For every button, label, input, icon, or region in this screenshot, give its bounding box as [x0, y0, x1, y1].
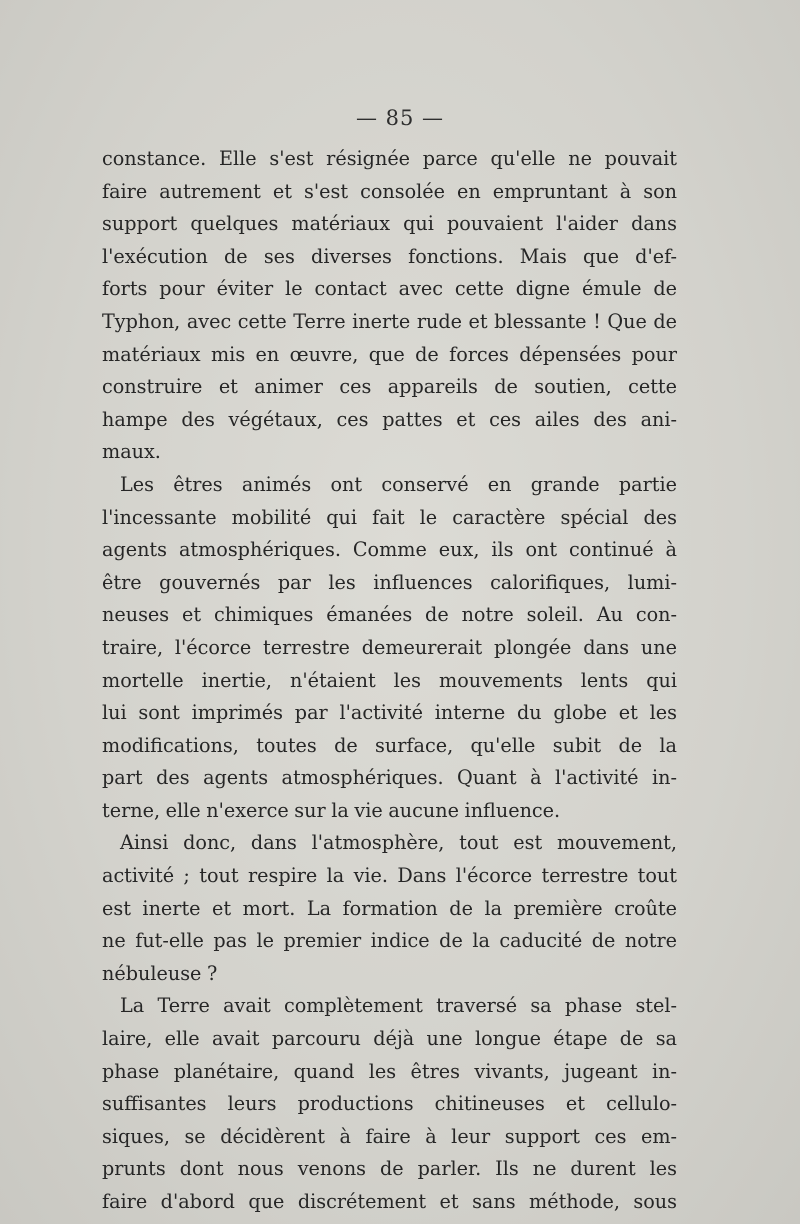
text-line: Typhon, avec cette Terre inerte rude et blessante ! Que de: [102, 309, 677, 333]
text-line: est inerte et mort. La formation de la première croûte: [102, 896, 677, 920]
text-line: activité ; tout respire la vie. Dans l'écorce terrestre tout: [102, 864, 677, 888]
text-line: hampe des végétaux, ces pattes et ces ailes des ani-: [102, 407, 677, 431]
text-line: forts pour éviter le contact avec cette digne émule de: [102, 277, 677, 301]
text-line: traire, l'écorce terrestre demeurerait plongée dans une: [102, 635, 677, 659]
text-line: l'incessante mobilité qui fait le caractère spécial des: [102, 505, 677, 529]
text-line: part des agents atmosphériques. Quant à l'activité in-: [102, 766, 677, 790]
text-line: matériaux mis en œuvre, que de forces dépensées pour: [102, 342, 677, 366]
text-line: être gouvernés par les influences calorifiques, lumi-: [102, 570, 677, 594]
text-line: suffisantes leurs productions chitineuses et cellulo-: [102, 1092, 677, 1116]
text-line: faire d'abord que discrétement et sans méthode, sous: [102, 1190, 677, 1213]
text-line: laire, elle avait parcouru déjà une longue étape de sa: [102, 1027, 677, 1051]
text-line: nébuleuse ?: [102, 961, 218, 985]
text-line: La Terre avait complètement traversé sa phase stel-: [120, 994, 677, 1018]
text-line: faire autrement et s'est consolée en empruntant à son: [102, 179, 677, 203]
text-line: support quelques matériaux qui pouvaient l'aider dans: [102, 212, 677, 236]
text-line: ne fut-elle pas le premier indice de la caducité de notre: [102, 929, 677, 953]
text-line: siques, se décidèrent à faire à leur support ces em-: [102, 1124, 677, 1148]
page-number: — 85 —: [355, 106, 445, 130]
text-line: l'exécution de ses diverses fonctions. Mais que d'ef-: [102, 244, 677, 268]
body-text: [102, 143, 677, 1219]
text-line: maux.: [102, 440, 161, 464]
text-line: Ainsi donc, dans l'atmosphère, tout est mouvement,: [120, 831, 677, 855]
text-line: neuses et chimiques émanées de notre soleil. Au con-: [102, 603, 677, 627]
text-line: modifications, toutes de surface, qu'elle subit de la: [102, 733, 677, 757]
text-line: phase planétaire, quand les êtres vivants, jugeant in-: [102, 1059, 677, 1083]
text-line: terne, elle n'exerce sur la vie aucune influence.: [102, 798, 561, 822]
text-line: prunts dont nous venons de parler. Ils ne durent les: [102, 1157, 677, 1181]
text-line: constance. Elle s'est résignée parce qu'elle ne pouvait: [102, 147, 677, 170]
text-line: construire et animer ces appareils de soutien, cette: [102, 375, 677, 399]
text-line: agents atmosphériques. Comme eux, ils ont continué à: [102, 538, 677, 562]
text-line: lui sont imprimés par l'activité interne du globe et les: [102, 701, 677, 725]
text-line: mortelle inertie, n'étaient les mouvements lents qui: [102, 668, 677, 692]
text-line: Les êtres animés ont conservé en grande partie: [120, 472, 677, 496]
